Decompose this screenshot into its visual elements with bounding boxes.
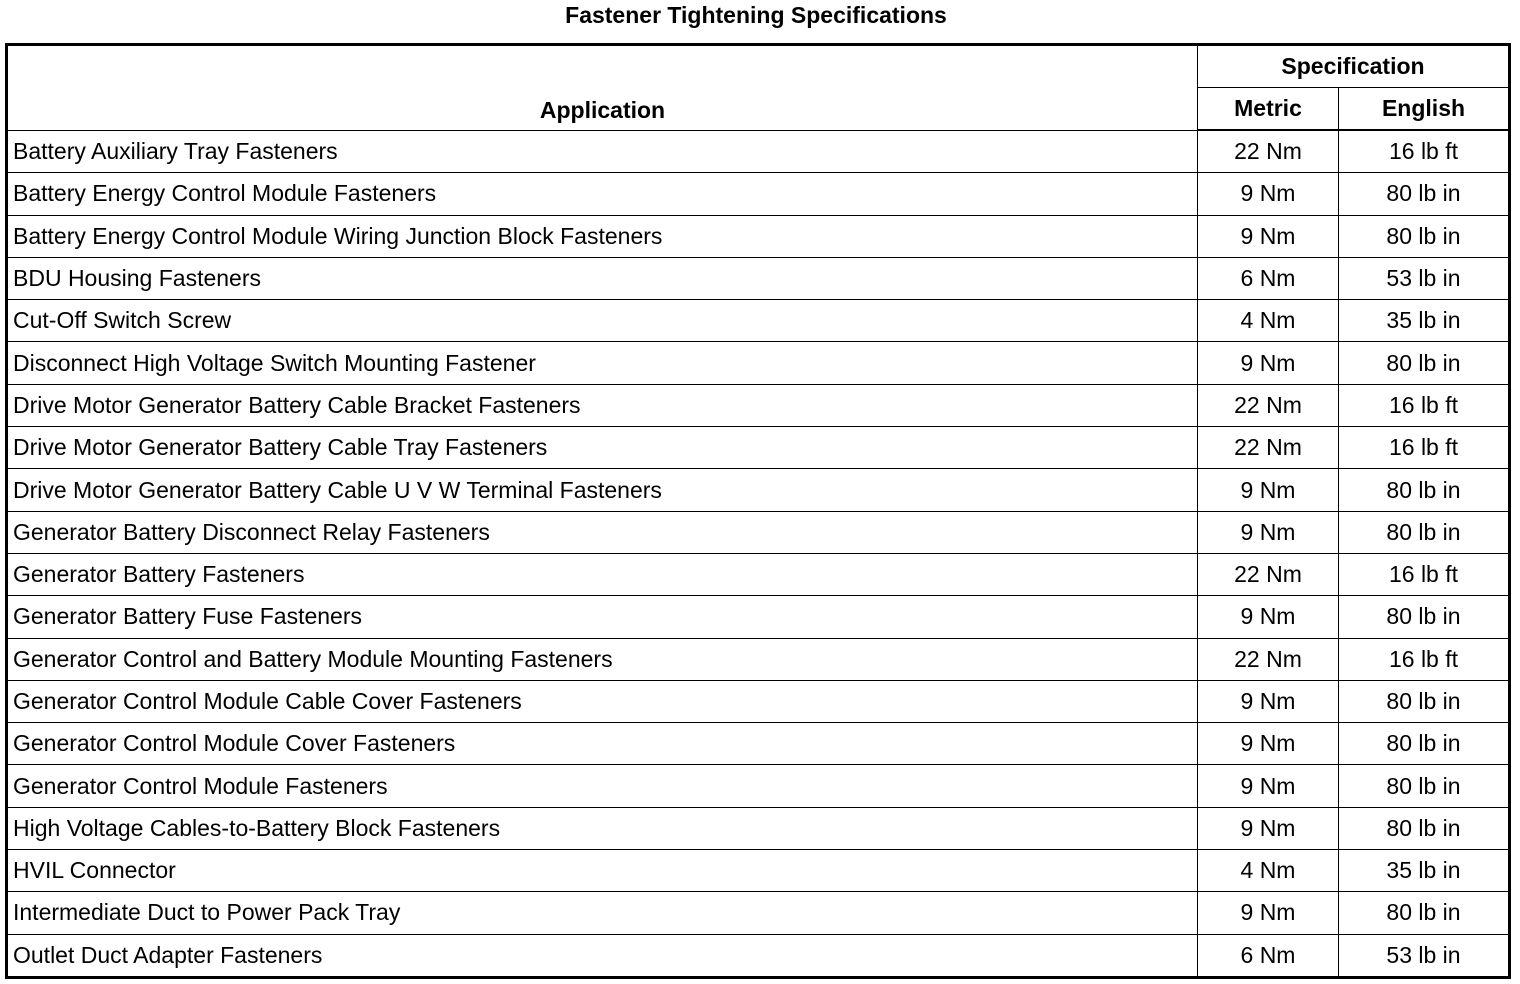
metric-cell: 9 Nm [1198,469,1339,511]
metric-cell: 9 Nm [1198,173,1339,215]
metric-cell: 4 Nm [1198,300,1339,342]
table-row [7,850,1510,892]
table-row [7,934,1510,977]
application-cell: Battery Energy Control Module Fasteners [7,173,1198,215]
english-cell: 80 lb in [1339,596,1510,638]
table-row [7,765,1510,807]
application-cell: Generator Control Module Fasteners [7,765,1198,807]
english-cell: 35 lb in [1339,850,1510,892]
table-row [7,257,1510,299]
metric-cell: 9 Nm [1198,765,1339,807]
application-cell: Outlet Duct Adapter Fasteners [7,934,1198,977]
metric-cell: 9 Nm [1198,342,1339,384]
table-row [7,215,1510,257]
application-column-header: Application [7,45,1198,131]
table-row [7,427,1510,469]
table-row [7,596,1510,638]
metric-cell: 6 Nm [1198,934,1339,977]
application-cell: Generator Control Module Cable Cover Fasteners [7,680,1198,722]
english-cell: 80 lb in [1339,723,1510,765]
english-cell: 16 lb ft [1339,553,1510,595]
metric-cell: 22 Nm [1198,384,1339,426]
application-cell: HVIL Connector [7,850,1198,892]
application-cell: Disconnect High Voltage Switch Mounting Fastener [7,342,1198,384]
table-row [7,807,1510,849]
application-cell: Battery Auxiliary Tray Fasteners [7,130,1198,173]
metric-cell: 22 Nm [1198,427,1339,469]
english-cell: 80 lb in [1339,680,1510,722]
english-cell: 80 lb in [1339,892,1510,934]
application-cell: Drive Motor Generator Battery Cable U V W Terminal Fasteners [7,469,1198,511]
application-cell: Generator Battery Disconnect Relay Fasteners [7,511,1198,553]
english-cell: 16 lb ft [1339,384,1510,426]
specification-column-header: Specification [1198,45,1510,88]
application-cell: Cut-Off Switch Screw [7,300,1198,342]
english-cell: 80 lb in [1339,342,1510,384]
application-cell: Generator Control and Battery Module Mounting Fasteners [7,638,1198,680]
english-cell: 53 lb in [1339,934,1510,977]
english-cell: 80 lb in [1339,469,1510,511]
english-cell: 80 lb in [1339,173,1510,215]
table-row [7,723,1510,765]
metric-cell: 9 Nm [1198,215,1339,257]
metric-column-header: Metric [1198,88,1339,131]
application-cell: Drive Motor Generator Battery Cable Tray Fasteners [7,427,1198,469]
english-cell: 16 lb ft [1339,130,1510,173]
table-row [7,342,1510,384]
table-row [7,553,1510,595]
metric-cell: 9 Nm [1198,680,1339,722]
table-row [7,130,1510,173]
application-cell: Generator Battery Fuse Fasteners [7,596,1198,638]
metric-cell: 4 Nm [1198,850,1339,892]
metric-cell: 9 Nm [1198,892,1339,934]
metric-cell: 9 Nm [1198,807,1339,849]
english-cell: 35 lb in [1339,300,1510,342]
table-row [7,300,1510,342]
english-cell: 80 lb in [1339,215,1510,257]
english-cell: 80 lb in [1339,765,1510,807]
metric-cell: 9 Nm [1198,723,1339,765]
english-cell: 16 lb ft [1339,427,1510,469]
metric-cell: 22 Nm [1198,553,1339,595]
specifications-table [5,43,1511,979]
table-row [7,173,1510,215]
application-cell: Intermediate Duct to Power Pack Tray [7,892,1198,934]
english-cell: 80 lb in [1339,511,1510,553]
application-cell: Drive Motor Generator Battery Cable Bracket Fasteners [7,384,1198,426]
table-row [7,680,1510,722]
application-cell: High Voltage Cables-to-Battery Block Fasteners [7,807,1198,849]
metric-cell: 9 Nm [1198,596,1339,638]
english-column-header: English [1339,88,1510,131]
metric-cell: 9 Nm [1198,511,1339,553]
english-cell: 16 lb ft [1339,638,1510,680]
metric-cell: 22 Nm [1198,638,1339,680]
metric-cell: 6 Nm [1198,257,1339,299]
table-row [7,384,1510,426]
english-cell: 80 lb in [1339,807,1510,849]
application-cell: Battery Energy Control Module Wiring Junction Block Fasteners [7,215,1198,257]
table-row [7,469,1510,511]
table-body [7,130,1510,977]
application-cell: Generator Control Module Cover Fasteners [7,723,1198,765]
application-cell: BDU Housing Fasteners [7,257,1198,299]
table-row [7,638,1510,680]
table-row [7,892,1510,934]
table-row [7,511,1510,553]
metric-cell: 22 Nm [1198,130,1339,173]
english-cell: 53 lb in [1339,257,1510,299]
table-header [7,45,1510,131]
page-title: Fastener Tightening Specifications [565,2,947,28]
application-cell: Generator Battery Fasteners [7,553,1198,595]
